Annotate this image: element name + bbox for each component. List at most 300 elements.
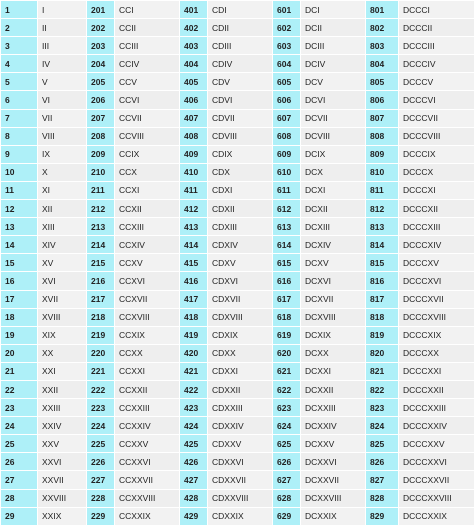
arabic-number-cell: 629 [273, 508, 300, 525]
roman-numeral-cell: CDXXVIII [208, 490, 272, 507]
arabic-number-cell: 620 [273, 345, 300, 362]
arabic-number-cell: 418 [180, 309, 207, 326]
roman-numeral-cell: CCIX [115, 146, 179, 163]
roman-numeral-cell: CCXXVII [115, 471, 179, 488]
roman-numeral-cell: DCVI [301, 91, 365, 108]
roman-numeral-cell: DCCCXIV [399, 236, 474, 253]
arabic-number-cell: 222 [87, 381, 114, 398]
roman-numeral-cell: XVIII [38, 309, 86, 326]
roman-numeral-cell: CCVIII [115, 128, 179, 145]
roman-numeral-cell: CDXIII [208, 218, 272, 235]
arabic-number-cell: 609 [273, 146, 300, 163]
arabic-number-cell: 617 [273, 291, 300, 308]
roman-numeral-cell: DCCCXXII [399, 381, 474, 398]
arabic-number-cell: 807 [366, 110, 398, 127]
table-row [1, 381, 474, 398]
arabic-number-cell: 224 [87, 417, 114, 434]
roman-numeral-cell: DCCCXII [399, 200, 474, 217]
arabic-number-cell: 215 [87, 254, 114, 271]
roman-numeral-cell: CCXXIX [115, 508, 179, 525]
arabic-number-cell: 4 [1, 55, 37, 72]
roman-numeral-cell: DCIII [301, 37, 365, 54]
roman-numeral-cell: CCXX [115, 345, 179, 362]
roman-numeral-cell: XVI [38, 272, 86, 289]
roman-numeral-cell: DCXX [301, 345, 365, 362]
roman-numeral-cell: DCCCI [399, 1, 474, 18]
arabic-number-cell: 815 [366, 254, 398, 271]
arabic-number-cell: 613 [273, 218, 300, 235]
roman-numeral-cell: DCI [301, 1, 365, 18]
roman-numeral-cell: CCXXIV [115, 417, 179, 434]
roman-numeral-cell: IV [38, 55, 86, 72]
arabic-number-cell: 422 [180, 381, 207, 398]
arabic-number-cell: 417 [180, 291, 207, 308]
roman-numeral-cell: CCX [115, 164, 179, 181]
arabic-number-cell: 623 [273, 399, 300, 416]
arabic-number-cell: 26 [1, 453, 37, 470]
arabic-number-cell: 601 [273, 1, 300, 18]
roman-numeral-cell: CCXV [115, 254, 179, 271]
arabic-number-cell: 202 [87, 19, 114, 36]
table-row [1, 73, 474, 90]
arabic-number-cell: 412 [180, 200, 207, 217]
arabic-number-cell: 820 [366, 345, 398, 362]
roman-numeral-cell: CCXXIII [115, 399, 179, 416]
arabic-number-cell: 420 [180, 345, 207, 362]
roman-numeral-cell: DCXIX [301, 327, 365, 344]
roman-numeral-cell: XV [38, 254, 86, 271]
roman-numeral-cell: DCCCXXVIII [399, 490, 474, 507]
roman-numeral-cell: XI [38, 182, 86, 199]
arabic-number-cell: 7 [1, 110, 37, 127]
roman-numeral-cell: CDVIII [208, 128, 272, 145]
arabic-number-cell: 15 [1, 254, 37, 271]
arabic-number-cell: 424 [180, 417, 207, 434]
roman-numeral-cell: CDXXV [208, 435, 272, 452]
roman-numeral-cell: XXI [38, 363, 86, 380]
arabic-number-cell: 401 [180, 1, 207, 18]
table-row [1, 254, 474, 271]
arabic-number-cell: 604 [273, 55, 300, 72]
arabic-number-cell: 213 [87, 218, 114, 235]
roman-numeral-cell: CCV [115, 73, 179, 90]
table-row [1, 327, 474, 344]
table-row [1, 291, 474, 308]
arabic-number-cell: 414 [180, 236, 207, 253]
table-row [1, 309, 474, 326]
arabic-number-cell: 21 [1, 363, 37, 380]
arabic-number-cell: 218 [87, 309, 114, 326]
roman-numeral-cell: DCCCXV [399, 254, 474, 271]
roman-numeral-cell: CCXXII [115, 381, 179, 398]
arabic-number-cell: 614 [273, 236, 300, 253]
arabic-number-cell: 220 [87, 345, 114, 362]
arabic-number-cell: 408 [180, 128, 207, 145]
arabic-number-cell: 823 [366, 399, 398, 416]
roman-numeral-cell: CDIV [208, 55, 272, 72]
arabic-number-cell: 13 [1, 218, 37, 235]
roman-numeral-cell: XII [38, 200, 86, 217]
roman-numeral-cell: DCXXVIII [301, 490, 365, 507]
roman-numeral-cell: DCCCXIII [399, 218, 474, 235]
roman-numeral-cell: VI [38, 91, 86, 108]
arabic-number-cell: 824 [366, 417, 398, 434]
roman-numeral-cell: DCXXVII [301, 471, 365, 488]
roman-numeral-cell: DCXXV [301, 435, 365, 452]
arabic-number-cell: 18 [1, 309, 37, 326]
arabic-number-cell: 603 [273, 37, 300, 54]
arabic-number-cell: 5 [1, 73, 37, 90]
arabic-number-cell: 221 [87, 363, 114, 380]
roman-numeral-cell: DCV [301, 73, 365, 90]
roman-numeral-cell: CCII [115, 19, 179, 36]
table-row [1, 19, 474, 36]
roman-numeral-cell: VII [38, 110, 86, 127]
table-row [1, 435, 474, 452]
roman-numeral-cell: X [38, 164, 86, 181]
roman-numeral-cell: DCXXI [301, 363, 365, 380]
table-row [1, 417, 474, 434]
arabic-number-cell: 428 [180, 490, 207, 507]
arabic-number-cell: 11 [1, 182, 37, 199]
roman-numeral-cell: DCVII [301, 110, 365, 127]
roman-numeral-cell: DCCCXXV [399, 435, 474, 452]
arabic-number-cell: 606 [273, 91, 300, 108]
roman-numeral-cell: V [38, 73, 86, 90]
roman-numeral-cell: CCVII [115, 110, 179, 127]
arabic-number-cell: 409 [180, 146, 207, 163]
arabic-number-cell: 622 [273, 381, 300, 398]
arabic-number-cell: 410 [180, 164, 207, 181]
arabic-number-cell: 29 [1, 508, 37, 525]
arabic-number-cell: 416 [180, 272, 207, 289]
roman-numeral-cell: DCCCIV [399, 55, 474, 72]
roman-numeral-cell: DCCCV [399, 73, 474, 90]
roman-numeral-cell: DCCCX [399, 164, 474, 181]
arabic-number-cell: 801 [366, 1, 398, 18]
roman-numeral-cell: CCXVI [115, 272, 179, 289]
arabic-number-cell: 211 [87, 182, 114, 199]
arabic-number-cell: 405 [180, 73, 207, 90]
roman-numeral-cell: CDXXIX [208, 508, 272, 525]
roman-numeral-cell: XXIX [38, 508, 86, 525]
arabic-number-cell: 817 [366, 291, 398, 308]
table-row [1, 218, 474, 235]
table-row [1, 91, 474, 108]
arabic-number-cell: 27 [1, 471, 37, 488]
roman-numeral-cell: XXIII [38, 399, 86, 416]
roman-numeral-cell: DCCCIII [399, 37, 474, 54]
table-row [1, 37, 474, 54]
table-row [1, 345, 474, 362]
roman-numeral-cell: DCCCVIII [399, 128, 474, 145]
roman-numeral-cell: CDVI [208, 91, 272, 108]
roman-numeral-cell: DCXXII [301, 381, 365, 398]
roman-numeral-cell: IX [38, 146, 86, 163]
roman-numeral-cell: CCIII [115, 37, 179, 54]
roman-numeral-cell: CDXVIII [208, 309, 272, 326]
arabic-number-cell: 810 [366, 164, 398, 181]
roman-numeral-cell: CDIX [208, 146, 272, 163]
arabic-number-cell: 24 [1, 417, 37, 434]
roman-numeral-cell: DCII [301, 19, 365, 36]
arabic-number-cell: 208 [87, 128, 114, 145]
arabic-number-cell: 214 [87, 236, 114, 253]
arabic-number-cell: 611 [273, 182, 300, 199]
roman-numeral-cell: CDXIX [208, 327, 272, 344]
arabic-number-cell: 229 [87, 508, 114, 525]
roman-numeral-cell: CDXV [208, 254, 272, 271]
arabic-number-cell: 427 [180, 471, 207, 488]
roman-numeral-cell: CDXI [208, 182, 272, 199]
roman-numeral-cell: DCCCVII [399, 110, 474, 127]
arabic-number-cell: 228 [87, 490, 114, 507]
roman-numeral-cell: DCXII [301, 200, 365, 217]
roman-numeral-cell: CDXVI [208, 272, 272, 289]
roman-numeral-cell: XIII [38, 218, 86, 235]
arabic-number-cell: 201 [87, 1, 114, 18]
table-row [1, 363, 474, 380]
roman-numeral-cell: XIV [38, 236, 86, 253]
arabic-number-cell: 19 [1, 327, 37, 344]
arabic-number-cell: 25 [1, 435, 37, 452]
roman-numeral-cell: DCIX [301, 146, 365, 163]
arabic-number-cell: 826 [366, 453, 398, 470]
roman-numeral-cell: CCXXI [115, 363, 179, 380]
arabic-number-cell: 1 [1, 1, 37, 18]
arabic-number-cell: 425 [180, 435, 207, 452]
arabic-number-cell: 624 [273, 417, 300, 434]
arabic-number-cell: 829 [366, 508, 398, 525]
arabic-number-cell: 219 [87, 327, 114, 344]
arabic-number-cell: 411 [180, 182, 207, 199]
arabic-number-cell: 812 [366, 200, 398, 217]
arabic-number-cell: 227 [87, 471, 114, 488]
arabic-number-cell: 828 [366, 490, 398, 507]
roman-numeral-cell: DCX [301, 164, 365, 181]
roman-numeral-cell: DCXIV [301, 236, 365, 253]
roman-numeral-cell: DCCCXXIII [399, 399, 474, 416]
roman-numeral-cell: DCCCXXIX [399, 508, 474, 525]
roman-numeral-cell: DCXXIX [301, 508, 365, 525]
arabic-number-cell: 212 [87, 200, 114, 217]
arabic-number-cell: 819 [366, 327, 398, 344]
roman-numeral-cell: CCXVIII [115, 309, 179, 326]
arabic-number-cell: 804 [366, 55, 398, 72]
roman-numeral-cell: CCIV [115, 55, 179, 72]
arabic-number-cell: 811 [366, 182, 398, 199]
arabic-number-cell: 605 [273, 73, 300, 90]
roman-numeral-cell: CCVI [115, 91, 179, 108]
roman-numeral-cell: CDXIV [208, 236, 272, 253]
arabic-number-cell: 226 [87, 453, 114, 470]
roman-numeral-cell: DCCCXXIV [399, 417, 474, 434]
roman-numeral-cell: CDXII [208, 200, 272, 217]
roman-numeral-cell: DCXVIII [301, 309, 365, 326]
arabic-number-cell: 610 [273, 164, 300, 181]
roman-numeral-cell: DCCCXXVI [399, 453, 474, 470]
arabic-number-cell: 621 [273, 363, 300, 380]
roman-numeral-cell: XXV [38, 435, 86, 452]
roman-numeral-cell: DCXXVI [301, 453, 365, 470]
arabic-number-cell: 406 [180, 91, 207, 108]
arabic-number-cell: 821 [366, 363, 398, 380]
arabic-number-cell: 805 [366, 73, 398, 90]
arabic-number-cell: 10 [1, 164, 37, 181]
roman-numeral-cell: CCXIII [115, 218, 179, 235]
roman-numeral-cell: CCXII [115, 200, 179, 217]
arabic-number-cell: 23 [1, 399, 37, 416]
arabic-number-cell: 628 [273, 490, 300, 507]
roman-numeral-cell: XXIV [38, 417, 86, 434]
arabic-number-cell: 608 [273, 128, 300, 145]
roman-numeral-cell: CDXXII [208, 381, 272, 398]
roman-numeral-cell: DCCCXX [399, 345, 474, 362]
roman-numeral-cell: III [38, 37, 86, 54]
roman-numeral-cell: CCXI [115, 182, 179, 199]
arabic-number-cell: 209 [87, 146, 114, 163]
arabic-number-cell: 429 [180, 508, 207, 525]
table-row [1, 399, 474, 416]
roman-numeral-cell: CDV [208, 73, 272, 90]
arabic-number-cell: 421 [180, 363, 207, 380]
arabic-number-cell: 626 [273, 453, 300, 470]
roman-numeral-cell: CDXXI [208, 363, 272, 380]
roman-numeral-cell: CCI [115, 1, 179, 18]
table-row [1, 128, 474, 145]
arabic-number-cell: 3 [1, 37, 37, 54]
roman-numeral-cell: CCXIV [115, 236, 179, 253]
arabic-number-cell: 217 [87, 291, 114, 308]
roman-numeral-cell: DCCCXXVII [399, 471, 474, 488]
roman-numeral-cell: CDII [208, 19, 272, 36]
roman-numeral-cell: XIX [38, 327, 86, 344]
arabic-number-cell: 16 [1, 272, 37, 289]
roman-numeral-cell: CDXXIII [208, 399, 272, 416]
arabic-number-cell: 423 [180, 399, 207, 416]
roman-numeral-cell: CCXXVIII [115, 490, 179, 507]
roman-numeral-cell: DCCCXI [399, 182, 474, 199]
table-row [1, 164, 474, 181]
arabic-number-cell: 223 [87, 399, 114, 416]
arabic-number-cell: 607 [273, 110, 300, 127]
table-body [1, 1, 474, 525]
arabic-number-cell: 12 [1, 200, 37, 217]
roman-numeral-cell: DCXV [301, 254, 365, 271]
arabic-number-cell: 808 [366, 128, 398, 145]
arabic-number-cell: 615 [273, 254, 300, 271]
roman-numeral-cell: CDXXVI [208, 453, 272, 470]
table-row [1, 453, 474, 470]
roman-numeral-cell: DCXI [301, 182, 365, 199]
roman-numeral-cell: CDVII [208, 110, 272, 127]
roman-numeral-cell: CCXVII [115, 291, 179, 308]
arabic-number-cell: 210 [87, 164, 114, 181]
roman-numeral-cell: II [38, 19, 86, 36]
roman-numeral-cell: CDX [208, 164, 272, 181]
roman-numeral-cell: XX [38, 345, 86, 362]
arabic-number-cell: 402 [180, 19, 207, 36]
arabic-number-cell: 625 [273, 435, 300, 452]
arabic-number-cell: 204 [87, 55, 114, 72]
roman-numeral-cell: DCCCXVI [399, 272, 474, 289]
arabic-number-cell: 618 [273, 309, 300, 326]
arabic-number-cell: 413 [180, 218, 207, 235]
roman-numeral-cell: I [38, 1, 86, 18]
roman-numeral-cell: CDXXVII [208, 471, 272, 488]
arabic-number-cell: 2 [1, 19, 37, 36]
arabic-number-cell: 814 [366, 236, 398, 253]
roman-numeral-cell: DCIV [301, 55, 365, 72]
roman-numeral-cell: DCXXIII [301, 399, 365, 416]
roman-numeral-cell: DCCCXVIII [399, 309, 474, 326]
arabic-number-cell: 803 [366, 37, 398, 54]
roman-numeral-cell: DCCCIX [399, 146, 474, 163]
roman-numeral-cell: DCCCXVII [399, 291, 474, 308]
arabic-number-cell: 28 [1, 490, 37, 507]
roman-numeral-cell: CDXX [208, 345, 272, 362]
arabic-number-cell: 813 [366, 218, 398, 235]
arabic-number-cell: 825 [366, 435, 398, 452]
arabic-number-cell: 827 [366, 471, 398, 488]
arabic-number-cell: 415 [180, 254, 207, 271]
arabic-number-cell: 203 [87, 37, 114, 54]
table-row [1, 1, 474, 18]
arabic-number-cell: 14 [1, 236, 37, 253]
roman-numeral-cell: CDXXIV [208, 417, 272, 434]
arabic-number-cell: 426 [180, 453, 207, 470]
table-row [1, 471, 474, 488]
table-row [1, 55, 474, 72]
roman-numeral-cell: DCCCII [399, 19, 474, 36]
arabic-number-cell: 602 [273, 19, 300, 36]
table-row [1, 272, 474, 289]
roman-numeral-cell: DCCCXIX [399, 327, 474, 344]
roman-numeral-cell: XXVII [38, 471, 86, 488]
arabic-number-cell: 822 [366, 381, 398, 398]
arabic-number-cell: 225 [87, 435, 114, 452]
arabic-number-cell: 207 [87, 110, 114, 127]
arabic-number-cell: 22 [1, 381, 37, 398]
arabic-number-cell: 809 [366, 146, 398, 163]
table-row [1, 508, 474, 525]
roman-numeral-cell: CCXXVI [115, 453, 179, 470]
roman-numeral-cell: XXVI [38, 453, 86, 470]
roman-numeral-cell: DCXIII [301, 218, 365, 235]
arabic-number-cell: 20 [1, 345, 37, 362]
table-row [1, 182, 474, 199]
table-row [1, 146, 474, 163]
arabic-number-cell: 206 [87, 91, 114, 108]
arabic-number-cell: 9 [1, 146, 37, 163]
arabic-number-cell: 619 [273, 327, 300, 344]
roman-numeral-cell: CDXVII [208, 291, 272, 308]
arabic-number-cell: 404 [180, 55, 207, 72]
roman-numeral-cell: DCCCVI [399, 91, 474, 108]
roman-numeral-cell: XXII [38, 381, 86, 398]
table-row [1, 236, 474, 253]
roman-numeral-cell: XVII [38, 291, 86, 308]
arabic-number-cell: 816 [366, 272, 398, 289]
arabic-number-cell: 818 [366, 309, 398, 326]
arabic-number-cell: 17 [1, 291, 37, 308]
arabic-number-cell: 802 [366, 19, 398, 36]
roman-numeral-cell: DCXVI [301, 272, 365, 289]
roman-numeral-cell: XXVIII [38, 490, 86, 507]
table-row [1, 110, 474, 127]
arabic-number-cell: 6 [1, 91, 37, 108]
roman-numeral-cell: CDIII [208, 37, 272, 54]
